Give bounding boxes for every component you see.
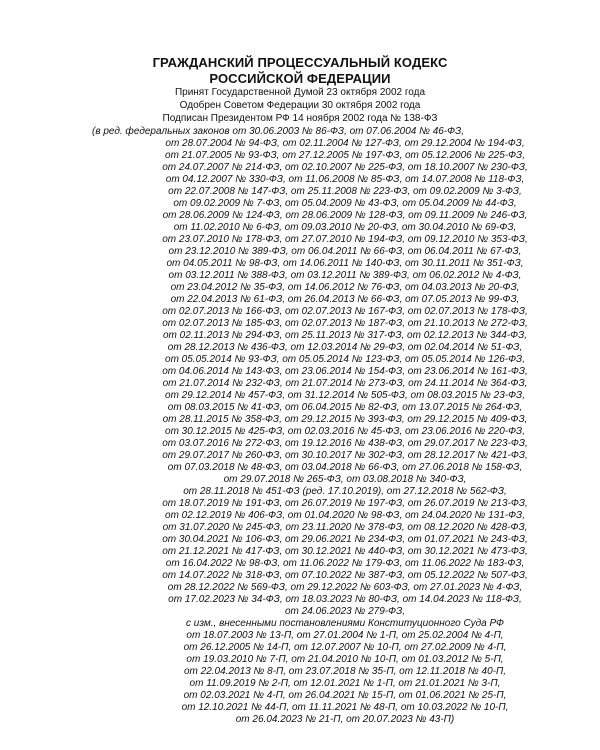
amendment-line: от 28.11.2018 № 451-ФЗ (ред. 17.10.2019), от 27.12.2018 № 562-ФЗ,	[183, 486, 507, 497]
amendment-line: от 26.12.2005 № 14-П, от 12.07.2007 № 10-П, от 27.02.2009 № 4-П,	[183, 642, 507, 653]
amendment-line: от 19.03.2010 № 7-П, от 21.04.2010 № 10-П, от 01.03.2012 № 5-П,	[186, 654, 504, 665]
amendment-line: от 08.03.2015 № 41-ФЗ, от 06.04.2015 № 82-ФЗ, от 13.07.2015 № 264-ФЗ,	[167, 402, 523, 413]
amendment-line: от 04.05.2011 № 98-ФЗ, от 14.06.2011 № 140-ФЗ, от 30.11.2011 № 351-ФЗ,	[166, 258, 524, 269]
amendment-line: от 24.07.2007 № 214-ФЗ, от 02.10.2007 № 225-ФЗ, от 18.10.2007 № 230-ФЗ,	[162, 162, 528, 173]
amendment-line: от 29.12.2014 № 457-ФЗ, от 31.12.2014 № 505-ФЗ, от 08.03.2015 № 23-ФЗ,	[165, 390, 525, 401]
amendment-line: от 29.07.2018 № 265-ФЗ, от 03.08.2018 № 340-ФЗ,	[223, 474, 467, 485]
amendment-line: от 30.12.2015 № 425-ФЗ, от 02.03.2016 № 45-ФЗ, от 23.06.2016 № 220-ФЗ,	[165, 426, 525, 437]
amendment-line: от 22.04.2013 № 8-П, от 23.07.2018 № 35-П, от 12.11.2018 № 40-П,	[183, 666, 506, 677]
amendment-line: с изм., внесенными постановлениями Конституционного Суда РФ	[186, 618, 504, 629]
amendment-line: от 04.12.2007 № 330-ФЗ, от 11.06.2008 № 85-ФЗ, от 14.07.2008 № 118-ФЗ,	[165, 174, 525, 185]
approved-line: Одобрен Советом Федерации 30 октября 2002 года	[179, 100, 421, 111]
amendment-line: от 09.02.2009 № 7-ФЗ, от 05.04.2009 № 43-ФЗ, от 05.04.2009 № 44-ФЗ,	[173, 198, 517, 209]
amendment-line: от 24.06.2023 № 279-ФЗ,	[285, 606, 405, 617]
amendment-line: от 23.04.2012 № 35-ФЗ, от 14.06.2012 № 76-ФЗ, от 04.03.2013 № 20-ФЗ,	[170, 282, 520, 293]
amendment-line: от 22.07.2008 № 147-ФЗ, от 25.11.2008 № 223-ФЗ, от 09.02.2009 № 3-ФЗ,	[168, 186, 522, 197]
amendment-line: от 03.07.2016 № 272-ФЗ, от 19.12.2016 № 438-ФЗ, от 29.07.2017 № 223-ФЗ,	[162, 438, 528, 449]
amendment-line: от 14.07.2022 № 318-ФЗ, от 07.10.2022 № 387-ФЗ, от 05.12.2022 № 507-ФЗ,	[162, 570, 528, 581]
amendment-line: от 28.11.2015 № 358-ФЗ, от 29.12.2015 № 393-ФЗ, от 29.12.2015 № 409-ФЗ,	[162, 414, 528, 425]
amendment-line: от 17.02.2023 № 34-ФЗ, от 18.03.2023 № 80-ФЗ, от 14.04.2023 № 118-ФЗ,	[168, 594, 522, 605]
amendment-line: от 02.11.2013 № 294-ФЗ, от 25.11.2013 № 317-ФЗ, от 02.12.2013 № 344-ФЗ,	[162, 330, 528, 341]
adopted-line: Принят Государственной Думой 23 октября 2002 года	[174, 87, 426, 98]
amendments-block	[92, 126, 598, 726]
amendment-line: от 05.05.2014 № 93-ФЗ, от 05.05.2014 № 123-ФЗ, от 05.05.2014 № 126-ФЗ,	[165, 354, 525, 365]
amendment-line: от 29.07.2017 № 260-ФЗ, от 30.10.2017 № 302-ФЗ, от 28.12.2017 № 421-ФЗ,	[162, 450, 528, 461]
amendment-line: от 23.12.2010 № 389-ФЗ, от 06.04.2011 № 66-ФЗ, от 06.04.2011 № 67-ФЗ,	[168, 246, 522, 257]
amendment-line: от 02.03.2021 № 4-П, от 26.04.2021 № 15-П, от 01.06.2021 № 25-П,	[183, 690, 507, 701]
amendment-line: от 31.07.2020 № 245-ФЗ, от 23.11.2020 № 378-ФЗ, от 08.12.2020 № 428-ФЗ,	[162, 522, 528, 533]
signed-line: Подписан Президентом РФ 14 ноября 2002 года № 138-ФЗ	[162, 113, 438, 124]
amendment-line: от 28.12.2022 № 569-ФЗ, от 29.12.2022 № 603-ФЗ, от 27.01.2023 № 4-ФЗ,	[167, 582, 523, 593]
amendment-line: от 11.02.2010 № 6-ФЗ, от 09.03.2010 № 20-ФЗ, от 30.04.2010 № 69-ФЗ,	[173, 222, 517, 233]
amendment-line: от 21.07.2014 № 232-ФЗ, от 21.07.2014 № 273-ФЗ, от 24.11.2014 № 364-ФЗ,	[162, 378, 528, 389]
amendment-line: от 28.06.2009 № 124-ФЗ, от 28.06.2009 № 128-ФЗ, от 09.11.2009 № 246-ФЗ,	[162, 210, 528, 221]
amendment-line: от 28.12.2013 № 436-ФЗ, от 12.03.2014 № 29-ФЗ, от 02.04.2014 № 51-ФЗ,	[167, 342, 523, 353]
amendment-line: от 22.04.2013 № 61-ФЗ, от 26.04.2013 № 66-ФЗ, от 07.05.2013 № 99-ФЗ,	[170, 294, 520, 305]
amendment-line: от 02.12.2019 № 406-ФЗ, от 01.04.2020 № 98-ФЗ, от 24.04.2020 № 131-ФЗ,	[165, 510, 525, 521]
amendment-line: от 28.07.2004 № 94-ФЗ, от 02.11.2004 № 127-ФЗ, от 29.12.2004 № 194-ФЗ,	[165, 138, 525, 149]
amendment-line: от 26.04.2023 № 21-П, от 20.07.2023 № 43-П)	[235, 714, 455, 725]
amendment-line: от 11.09.2019 № 2-П, от 12.01.2021 № 1-П, от 21.01.2021 № 3-П,	[189, 678, 501, 689]
document-title-line1: ГРАЖДАНСКИЙ ПРОЦЕССУАЛЬНЫЙ КОДЕКС	[152, 55, 448, 70]
amendment-line: от 02.07.2013 № 166-ФЗ, от 02.07.2013 № 167-ФЗ, от 02.07.2013 № 178-ФЗ,	[162, 306, 528, 317]
document-title-line2: РОССИЙСКОЙ ФЕДЕРАЦИИ	[209, 71, 391, 86]
amendment-line: от 16.04.2022 № 98-ФЗ, от 11.06.2022 № 179-ФЗ, от 11.06.2022 № 183-ФЗ,	[165, 558, 525, 569]
amendment-line: от 07.03.2018 № 48-ФЗ, от 03.04.2018 № 66-ФЗ, от 27.06.2018 № 158-ФЗ,	[167, 462, 523, 473]
amendment-line: от 23.07.2010 № 178-ФЗ, от 27.07.2010 № 194-ФЗ, от 09.12.2010 № 353-ФЗ,	[162, 234, 528, 245]
amendment-line: от 18.07.2019 № 191-ФЗ, от 26.07.2019 № 197-ФЗ, от 26.07.2019 № 213-ФЗ,	[162, 498, 528, 509]
amendment-line: от 03.12.2011 № 388-ФЗ, от 03.12.2011 № 389-ФЗ, от 06.02.2012 № 4-ФЗ,	[168, 270, 522, 281]
amendment-line: от 21.12.2021 № 417-ФЗ, от 30.12.2021 № 440-ФЗ, от 30.12.2021 № 473-ФЗ,	[162, 546, 528, 557]
amendment-line: от 21.07.2005 № 93-ФЗ, от 27.12.2005 № 197-ФЗ, от 05.12.2006 № 225-ФЗ,	[165, 150, 525, 161]
amendment-line: от 12.10.2021 № 44-П, от 11.11.2021 № 48-П, от 10.03.2022 № 10-П,	[181, 702, 509, 713]
amendment-line: (в ред. федеральных законов от 30.06.2003 № 86-ФЗ, от 07.06.2004 № 46-ФЗ,	[92, 126, 465, 137]
amendment-line: от 02.07.2013 № 185-ФЗ, от 02.07.2013 № 187-ФЗ, от 21.10.2013 № 272-ФЗ,	[162, 318, 528, 329]
amendment-line: от 18.07.2003 № 13-П, от 27.01.2004 № 1-П, от 25.02.2004 № 4-П,	[186, 630, 504, 641]
amendment-line: от 04.06.2014 № 143-ФЗ, от 23.06.2014 № 154-ФЗ, от 23.06.2014 № 161-ФЗ,	[162, 366, 528, 377]
amendment-line: от 30.04.2021 № 106-ФЗ, от 29.06.2021 № 234-ФЗ, от 01.07.2021 № 243-ФЗ,	[162, 534, 528, 545]
